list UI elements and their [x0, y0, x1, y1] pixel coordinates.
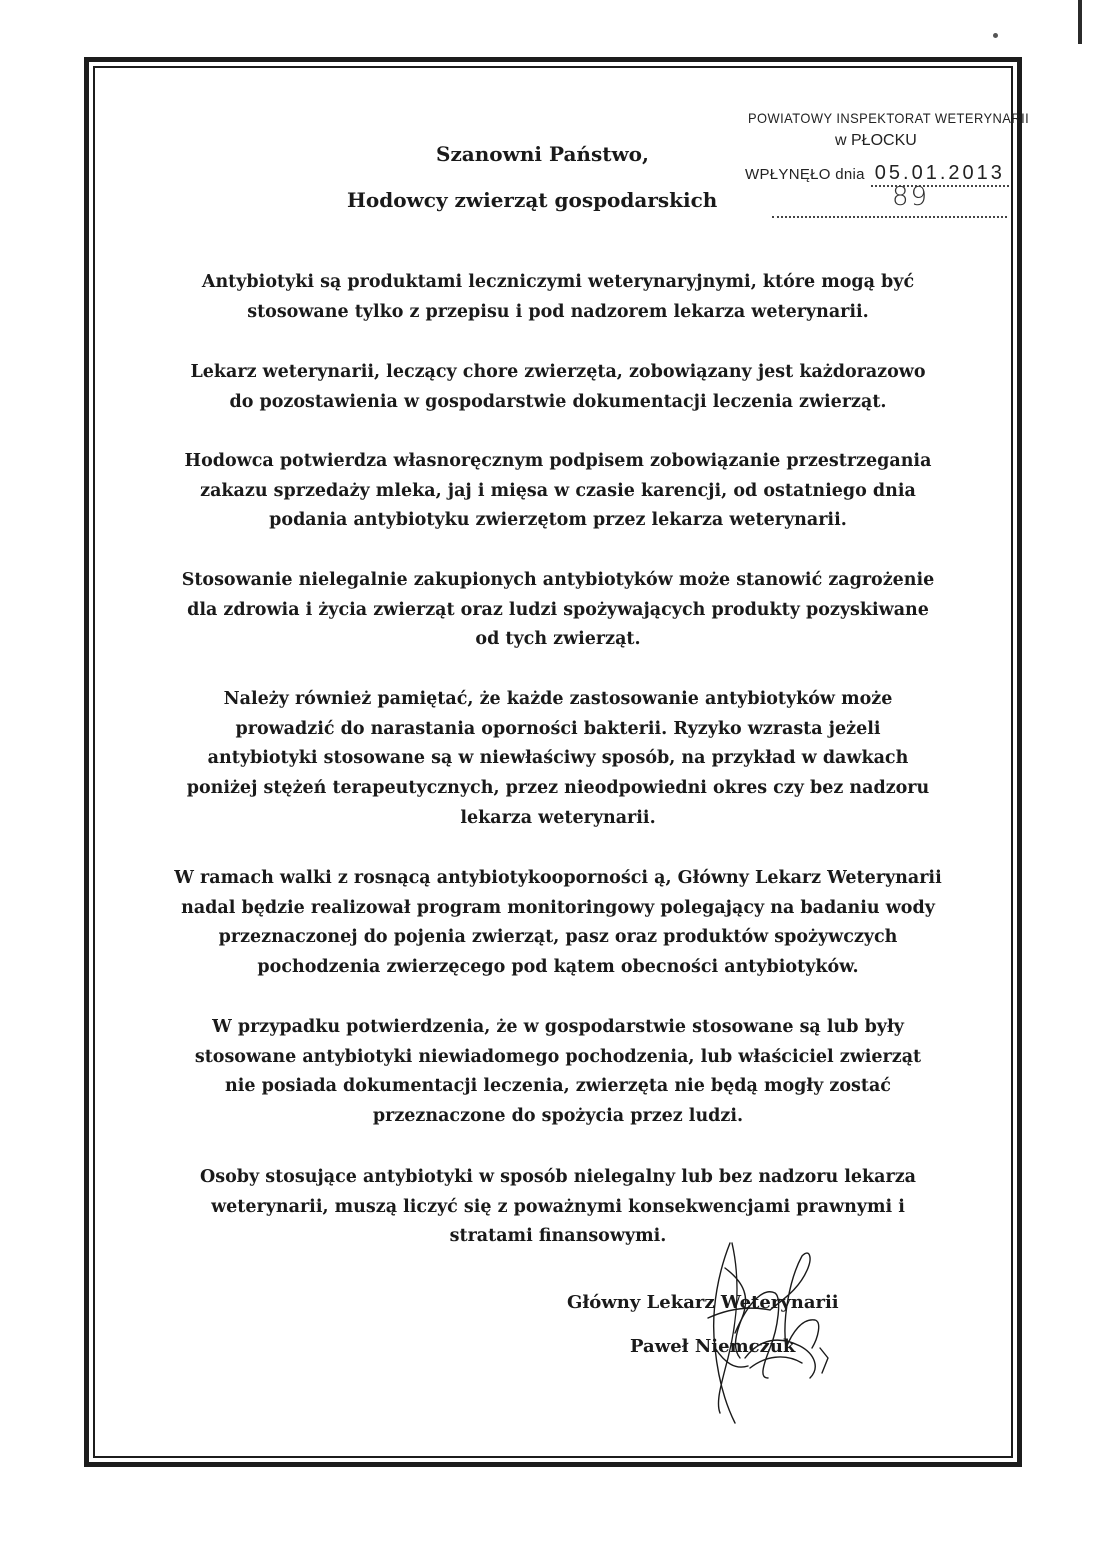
paragraph-3 — [120, 447, 996, 536]
paragraph-line: Antybiotyki są produktami leczniczymi weterynaryjnymi, które mogą być — [201, 272, 915, 292]
paragraph-line: zakazu sprzedaży mleka, jaj i mięsa w czasie karencji, od ostatniego dnia — [200, 480, 916, 501]
paragraph-2 — [120, 358, 996, 417]
received-stamp — [700, 110, 1030, 220]
signature-title: Główny Lekarz Weterynarii — [567, 1292, 839, 1313]
scan-edge-mark — [1078, 0, 1082, 44]
paragraph-line: Stosowanie nielegalnie zakupionych antybiotyków może stanowić zagrożenie — [181, 570, 935, 590]
paragraph-line: Hodowca potwierdza własnoręcznym podpisem zobowiązanie przestrzegania — [184, 451, 932, 471]
paragraph-line: W ramach walki z rosnącą antybiotykooporności ą, Główny Lekarz Weterynarii — [174, 868, 942, 888]
stamp-city: w PŁOCKU — [835, 132, 917, 149]
paragraph-line: stosowane antybiotyki niewiadomego pochodzenia, lub właściciel zwierząt — [194, 1046, 922, 1067]
stamp-registry-field — [772, 182, 1007, 218]
paragraph-line: nadal będzie realizował program monitoringowy polegający na badaniu wody — [181, 897, 935, 918]
paragraph-8 — [120, 1163, 996, 1252]
stamp-received-label: WPŁYNĘŁO dnia — [745, 166, 865, 183]
paragraph-line: przeznaczonej do pojenia zwierząt, pasz oraz produktów spożywczych — [218, 927, 898, 948]
paragraph-line: dla zdrowia i życia zwierząt oraz ludzi spożywających produkty pozyskiwane — [187, 599, 929, 620]
paragraph-line: antybiotyki stosowane są w niewłaściwy sposób, na przykład w dawkach — [207, 748, 909, 769]
signature-name: Paweł Niemczuk — [630, 1336, 796, 1357]
paragraph-line: przeznaczone do spożycia przez ludzi. — [372, 1106, 744, 1127]
paragraph-line: stosowane tylko z przepisu i pod nadzorem lekarza weterynarii. — [247, 301, 869, 322]
paragraph-line: weterynarii, muszą liczyć się z poważnymi konsekwencjami prawnymi i — [211, 1196, 905, 1217]
paragraph-line: Osoby stosujące antybiotyki w sposób nielegalny lub bez nadzoru lekarza — [199, 1167, 917, 1187]
paragraph-line: prowadzić do narastania oporności bakterii. Ryzyko wzrasta jeżeli — [235, 718, 881, 739]
paragraph-5 — [120, 685, 996, 834]
paragraph-4 — [120, 566, 996, 655]
stamp-received-date: 05.01.2013 — [871, 162, 1009, 187]
scan-dust-dot — [993, 33, 998, 38]
paragraph-line: W przypadku potwierdzenia, że w gospodarstwie stosowane są lub były — [212, 1017, 904, 1037]
paragraph-1 — [120, 268, 996, 327]
handwritten-signature-icon — [690, 1238, 840, 1428]
paragraph-line: Należy również pamiętać, że każde zastosowanie antybiotyków może — [223, 689, 893, 709]
paragraph-line: do pozostawienia w gospodarstwie dokumentacji leczenia zwierząt. — [229, 391, 887, 412]
paragraph-6 — [120, 864, 996, 983]
greeting-addressee: Hodowcy zwierząt gospodarskich — [347, 188, 718, 212]
paragraph-line: od tych zwierząt. — [475, 629, 641, 650]
stamp-office-name: POWIATOWY INSPEKTORAT WETERYNARII — [748, 110, 1030, 126]
paragraph-line: Lekarz weterynarii, leczący chore zwierzęta, zobowiązany jest każdorazowo — [190, 362, 926, 382]
stamp-registry-number: 89 — [892, 182, 930, 212]
paragraph-line: nie posiada dokumentacji leczenia, zwierzęta nie będą mogły zostać — [225, 1076, 891, 1097]
stamp-received-row — [745, 162, 1009, 187]
paragraph-line: poniżej stężeń terapeutycznych, przez nieodpowiedni okres czy bez nadzoru — [186, 778, 930, 799]
paragraph-line: stratami finansowymi. — [449, 1226, 667, 1247]
paragraph-line: podania antybiotyku zwierzętom przez lekarza weterynarii. — [269, 510, 847, 531]
paragraph-7 — [120, 1013, 996, 1132]
greeting-salutation: Szanowni Państwo, — [436, 142, 649, 166]
paragraph-line: lekarza weterynarii. — [460, 807, 656, 828]
paragraph-line: pochodzenia zwierzęcego pod kątem obecności antybiotyków. — [257, 957, 859, 978]
